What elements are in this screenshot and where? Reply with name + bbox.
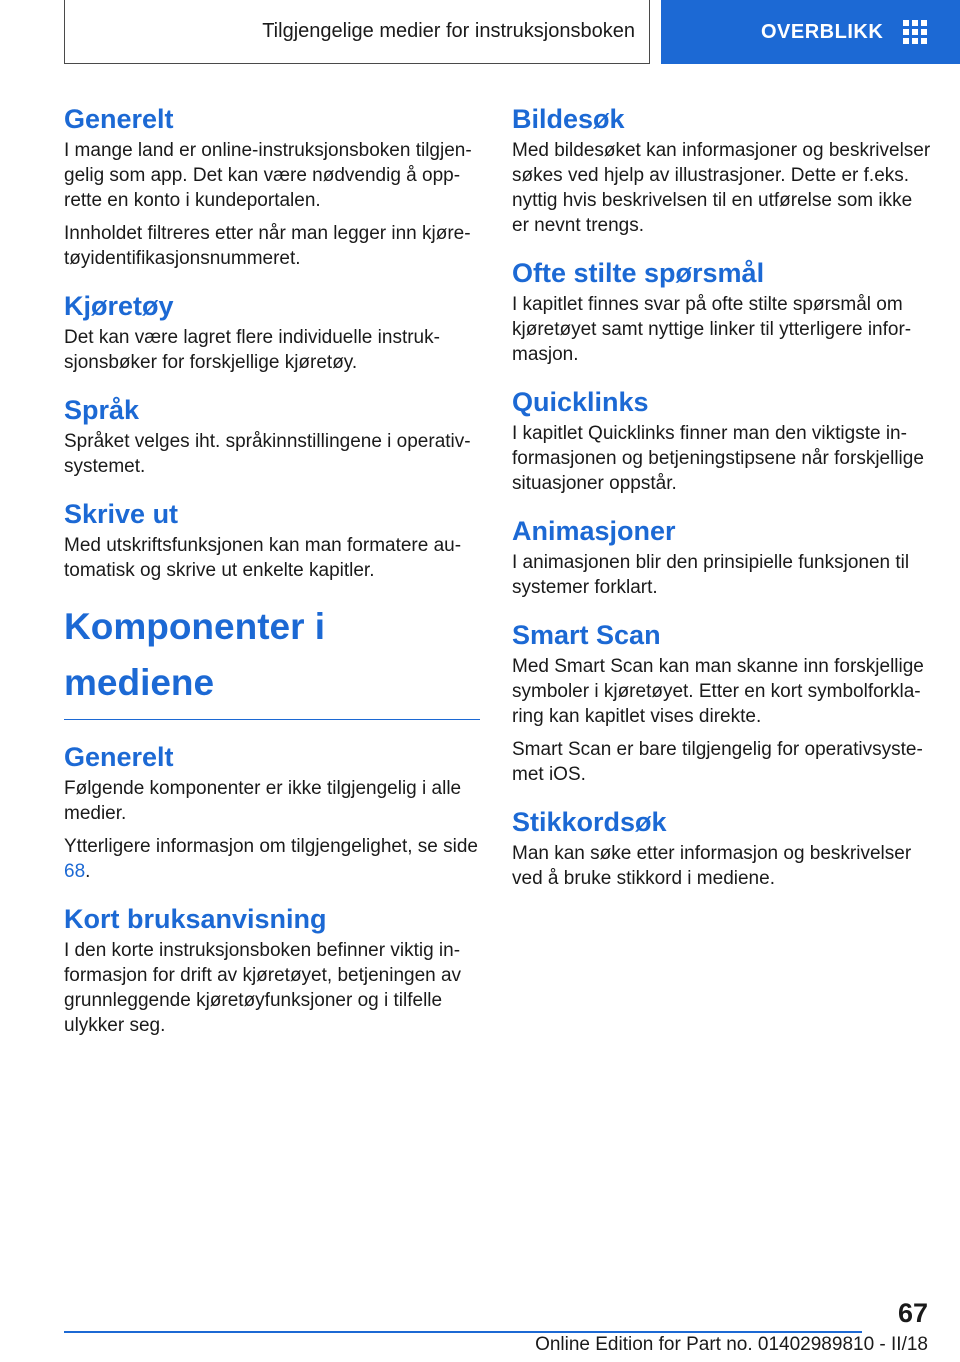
section-animasjoner [512,512,932,600]
paragraph: Følgende komponenter er ikke tilgjengelig i alle medier. [64,778,462,824]
section-heading: Quicklinks [512,387,649,417]
section-skrive-ut [64,495,480,583]
section-heading: Generelt [64,742,174,772]
section-heading: Generelt [64,104,174,134]
overview-tab-label: OVERBLIKK [761,20,884,43]
paragraph: Med Smart Scan kan man skanne inn forskjellige symboler i kjøretøyet. Etter en kort symbolforklaring kan kapitlet vises direkte. [512,656,924,727]
section-heading: Språk [64,395,140,425]
section-generelt [64,100,480,271]
section-heading: Skrive ut [64,499,179,529]
paragraph: I den korte instruksjonsboken befinner viktig informasjon for drift av kjøretøyet, betjeningen av grunnleggende kjøretøyfunksjoner og i tilfelle ulykker seg. [64,940,462,1036]
section-kort-bruksanvisning [64,900,480,1038]
section-smart-scan [512,616,932,787]
paragraph: Smart Scan er bare tilgjengelig for operativsystemet iOS. [512,739,923,785]
section-quicklinks [512,383,932,496]
left-column [64,100,480,1054]
overview-tab[interactable] [661,0,960,64]
footer-divider [64,1331,862,1333]
page-link[interactable]: 68 [64,861,86,882]
chapter-title: Komponenter i mediene [64,599,480,720]
right-column [512,100,932,907]
header-title-box [64,0,650,64]
section-heading: Ofte stilte spørsmål [512,258,765,288]
paragraph: Man kan søke etter informasjon og beskrivelser ved å bruke stikkord i mediene. [512,843,912,889]
section-sprak [64,391,480,479]
paragraph: Innholdet filtreres etter når man legger inn kjøretøyidentifikasjonsnummeret. [64,223,471,269]
grid-menu-icon [903,20,927,44]
paragraph: Med bildesøket kan informasjoner og beskrivelser søkes ved hjelp av illustrasjoner. Dette er f.eks. nyttig hvis beskrivelsen til en utførelse som ikke er nevnt trengs. [512,140,931,236]
paragraph: I animasjonen blir den prinsipielle funksjonen til systemer forklart. [512,552,910,598]
section-heading: Smart Scan [512,620,661,650]
chapter-title-wrap [64,599,480,720]
section-stikkordsok [512,803,932,891]
edition-footer: Online Edition for Part no. 01402989810 - II/18 [535,1334,928,1355]
paragraph [64,834,480,884]
paragraph-text: Ytterligere informasjon om tilgjengelighet, se side [64,836,478,857]
section-heading: Stikkordsøk [512,807,667,837]
paragraph-text: . [85,861,91,882]
paragraph: Med utskriftsfunksjonen kan man formatere automatisk og skrive ut enkelte kapitler. [64,535,462,581]
section-heading: Bildesøk [512,104,625,134]
section-heading: Kort bruksanvisning [64,904,327,934]
section-generelt-components [64,738,480,884]
section-heading: Animasjoner [512,516,676,546]
paragraph: Det kan være lagret flere individuelle instruksjonsbøker for forskjellige kjøretøy. [64,327,440,373]
paragraph: I kapitlet finnes svar på ofte stilte spørsmål om kjøretøyet samt nyttige linker til ytterligere informasjon. [512,294,912,365]
page-number: 67 [897,1298,928,1328]
paragraph: Språket velges iht. språkinnstillingene i operativsystemet. [64,431,471,477]
section-bildesok [512,100,932,238]
header-title: Tilgjengelige medier for instruksjonsboken [262,20,635,42]
paragraph: I mange land er online-instruksjonsboken tilgjengelig som app. Det kan være nødvendig å opprette en konto i kundeportalen. [64,140,472,211]
paragraph: I kapitlet Quicklinks finner man den viktigste informasjonen og betjeningstipsene når forskjellige situasjoner oppstår. [512,423,924,494]
section-heading: Kjøretøy [64,291,174,321]
section-kjoretoy [64,287,480,375]
section-ofte-stilte [512,254,932,367]
